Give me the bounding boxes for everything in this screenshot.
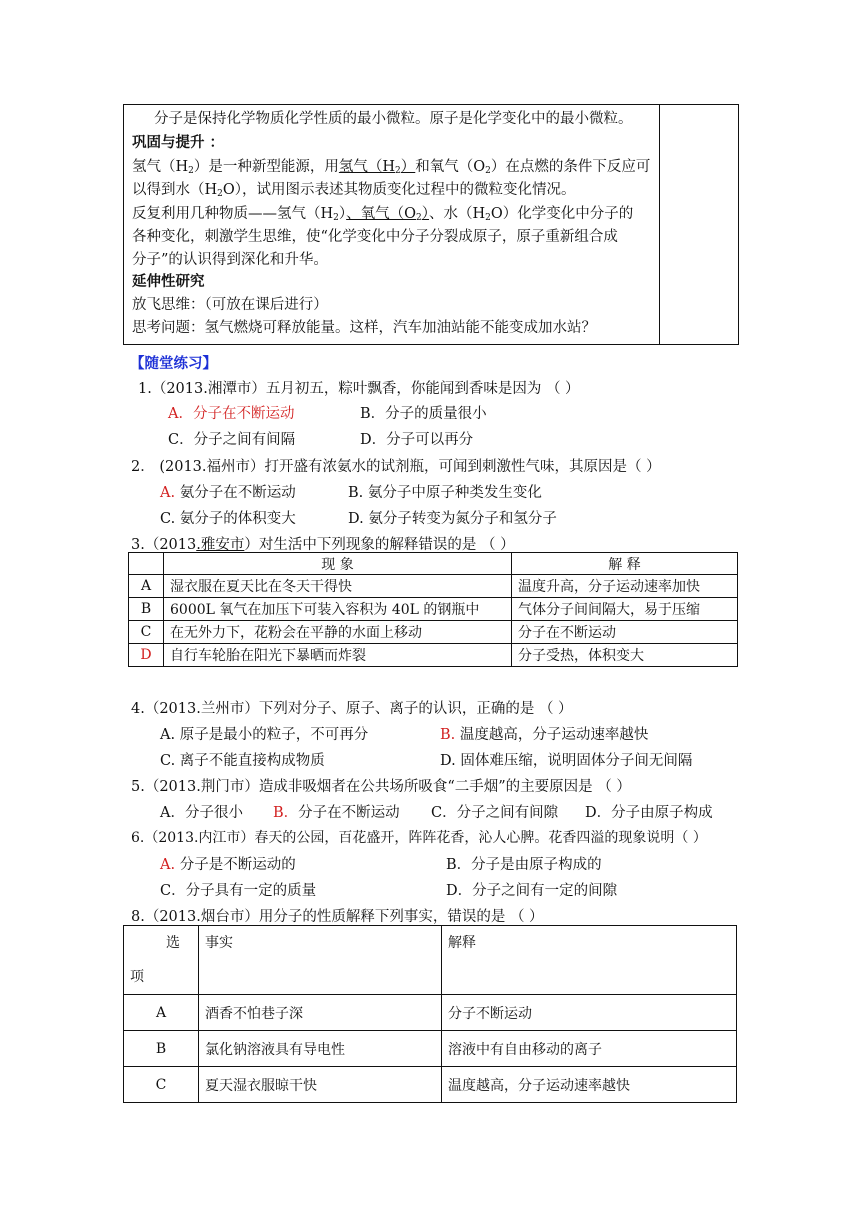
q3-header-explanation: 解 释 [512,553,738,575]
q3-stem: 3.（2013.雅安市）对生活中下列现象的解释错误的是 （ ） [131,537,515,553]
box-line-7: 放飞思维：（可放在课后进行） [132,297,328,313]
box-line-4: 反复利用几种物质——氢气$(H_2)$、氧气$(O_2)$、水$(H_2O)$化学变化中分子的 [132,206,634,223]
q4-option-c: C. 离子不能直接构成物质 [160,753,325,769]
q6-option-c: C．分子具有一定的质量 [160,883,317,899]
q8-row-fact: 氯化钠溶液具有导电性 [199,1031,442,1067]
q1-option-a: A．分子在不断运动 [168,406,295,422]
table-row [124,1067,737,1103]
q8-row-fact: 夏天湿衣服晾干快 [199,1067,442,1103]
q3-row-phenomenon: 6000L 氧气在加压下可装入容积为 40L 的钢瓶中 [164,598,512,621]
box-line-1: 分子是保持化学物质化学性质的最小微粒。原子是化学变化中的最小微粒。 [154,111,633,127]
box-line-8: 思考问题：氢气燃烧可释放能量。这样，汽车加油站能不能变成加水站？ [132,320,596,336]
q3-row-key: D [129,644,164,667]
q3-header-key [129,553,164,575]
q1-stem: 1.（2013.湘潭市）五月初五，粽叶飘香，你能闻到香味是因为 （ ） [138,381,580,397]
q1-option-b: B．分子的质量很小 [360,406,487,422]
box-line-5: 各种变化，刺激学生思维，使“化学变化中分子分裂成原子，原子重新组合成 [132,229,618,245]
q5-option-c: C．分子之间有间隙 [431,805,559,821]
q2-option-d: D. 氨分子转变为氮分子和氢分子 [348,511,557,527]
heading-consolidate: 巩固与提升 ： [132,134,225,151]
table-row [124,995,737,1031]
box-line-6: 分子”的认识得到深化和升华。 [132,252,328,268]
q3-row-phenomenon: 湿衣服在夏天比在冬天干得快 [164,575,512,598]
q4-option-d: D. 固体难压缩，说明固体分子间无间隔 [440,753,693,769]
q8-header-fact: 事实 [199,926,442,995]
q3-row-key: B [129,598,164,621]
q4-stem: 4.（2013.兰州市）下列对分子、原子、离子的认识，正确的是 （ ） [131,701,573,717]
table-row [129,598,738,621]
q5-option-d: D．分子由原子构成 [585,805,713,821]
q8-row-explanation: 分子不断运动 [442,995,737,1031]
q8-table-header [124,926,737,995]
q8-header-option [124,926,199,995]
q1-option-c: C．分子之间有间隔 [168,432,296,448]
q4-option-b: B. 温度越高，分子运动速率越快 [440,727,649,743]
q8-row-key: C [124,1067,199,1103]
box-line-2: 氢气$(H_2)$是一种新型能源，用氢气$(H_2)$和氧气$(O_2)$在点燃的条件下反应可 [132,159,651,176]
q6-stem: 6.（2013.内江市）春天的公园，百花盛开，阵阵花香，沁人心脾。花香四溢的现象说明（ ） [131,830,707,846]
q8-table [123,925,737,1103]
q8-header-option-2: 项 [130,969,144,985]
q8-row-key: B [124,1031,199,1067]
q3-row-explanation: 温度升高，分子运动速率加快 [512,575,738,598]
q3-table [128,552,738,667]
q2-option-c: C. 氨分子的体积变大 [160,511,296,527]
q6-option-d: D．分子之间有一定的间隙 [446,883,618,899]
q3-header-phenomenon: 现 象 [164,553,512,575]
q2-option-b: B. 氨分子中原子种类发生变化 [348,485,542,501]
q3-row-phenomenon: 在无外力下，花粉会在平静的水面上移动 [164,621,512,644]
q8-header-option-1: 选 [166,935,180,951]
table-row [129,621,738,644]
q3-row-explanation: 气体分子间间隔大，易于压缩 [512,598,738,621]
q1-option-d: D．分子可以再分 [360,432,474,448]
lesson-box [123,104,739,345]
q3-row-explanation: 分子受热，体积变大 [512,644,738,667]
box-divider [659,105,660,344]
q8-row-fact: 酒香不怕巷子深 [199,995,442,1031]
q8-header-explanation: 解释 [442,926,737,995]
q5-option-b: B．分子在不断运动 [273,805,400,821]
q8-stem: 8.（2013.烟台市）用分子的性质解释下列事实，错误的是 （ ） [131,909,544,925]
q8-row-explanation: 溶液中有自由移动的离子 [442,1031,737,1067]
q2-stem: 2． (2013.福州市）打开盛有浓氨水的试剂瓶，可闻到刺激性气味，其原因是（ ） [131,459,661,475]
table-row [129,575,738,598]
table-row [129,644,738,667]
q4-option-a: A. 原子是最小的粒子，不可再分 [160,727,369,743]
q6-option-a: A. 分子是不断运动的 [160,857,296,873]
q8-row-key: A [124,995,199,1031]
q3-row-explanation: 分子在不断运动 [512,621,738,644]
q6-option-b: B．分子是由原子构成的 [446,857,602,873]
heading-extension: 延伸性研究 [132,273,205,290]
q5-option-a: A．分子很小 [160,805,243,821]
box-line-3: 以得到水$(H_2O)$，试用图示表述其物质变化过程中的微粒变化情况。 [132,182,576,199]
section-title: 【随堂练习】 [130,355,217,372]
q3-row-phenomenon: 自行车轮胎在阳光下暴晒而炸裂 [164,644,512,667]
q5-stem: 5.（2013.荆门市）造成非吸烟者在公共场所吸食“二手烟”的主要原因是 （ ） [131,779,631,795]
q8-row-explanation: 温度越高，分子运动速率越快 [442,1067,737,1103]
q2-option-a: A. 氨分子在不断运动 [160,485,296,501]
q3-table-header [129,553,738,575]
q3-row-key: C [129,621,164,644]
q3-row-key: A [129,575,164,598]
table-row [124,1031,737,1067]
